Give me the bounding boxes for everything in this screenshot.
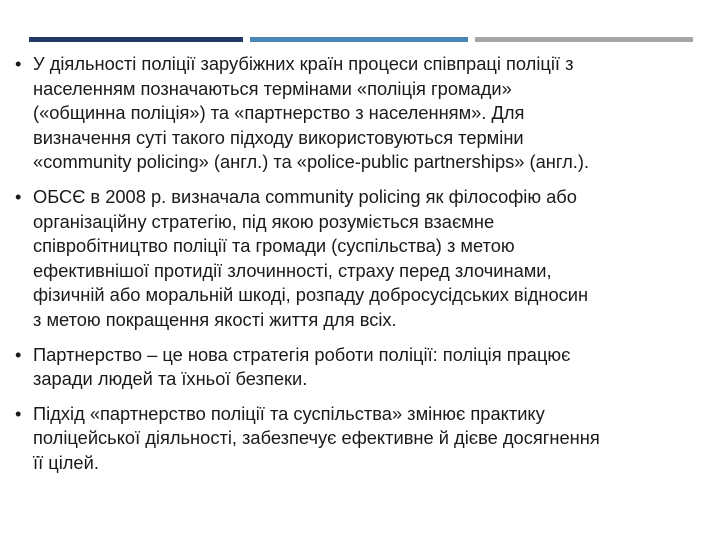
text-line: У діяльності поліції зарубіжних країн процеси співпраці поліції з [33,53,574,74]
decorative-bar-gray [475,37,693,42]
text-line: визначення суті такого підходу використовуються терміни [33,126,524,148]
bullet-text [33,185,712,333]
bullet-list [12,52,712,476]
decorative-bar-dark-blue [29,37,243,42]
text-line: її цілей. [33,451,99,473]
text-line: Партнерство – це нова стратегія роботи поліції: поліція працює [33,343,571,365]
bullet-item-3 [12,343,712,392]
bullet-text [33,402,712,476]
text-line: співробітництво поліції та громади (суспільства) з метою [33,235,515,257]
bullet-item-1 [12,52,712,175]
text-line: організаційну стратегію, під якою розуміється взаємне [33,210,495,232]
decorative-bar-blue [250,37,468,42]
text-line: поліцейської діяльності, забезпечує ефективне й дієве досягнення [33,427,600,449]
text-line: Підхід «партнерство поліції та суспільства» змінює практику [33,402,545,424]
top-decorative-bars [29,37,693,42]
bullet-dot-icon: • [15,402,22,424]
bullet-text [33,343,712,392]
bullet-item-2 [12,185,712,333]
slide-content [12,52,712,486]
bullet-dot-icon: • [15,185,22,207]
bullet-text [33,52,712,175]
text-line: фізичній або моральній шкоді, розпаду добросусідських відносин [33,284,589,306]
text-line: («общинна поліція») та «партнерство з населенням». Для [33,102,525,124]
bullet-dot-icon: • [15,53,22,74]
bullet-dot-icon: • [15,343,22,365]
text-line: ефективнішої протидії злочинності, страху перед злочинами, [33,259,552,281]
text-line: населенням позначаються термінами «поліція громади» [33,77,512,99]
bullet-item-4 [12,402,712,476]
text-line: ОБСЄ в 2008 р. визначала community policing як філософію або [33,185,577,207]
text-line: «community policing» (англ.) та «police-public partnerships» (англ.). [33,151,590,173]
text-line: заради людей та їхньої безпеки. [33,368,308,390]
text-line: з метою покращення якості життя для всіх. [33,308,397,330]
